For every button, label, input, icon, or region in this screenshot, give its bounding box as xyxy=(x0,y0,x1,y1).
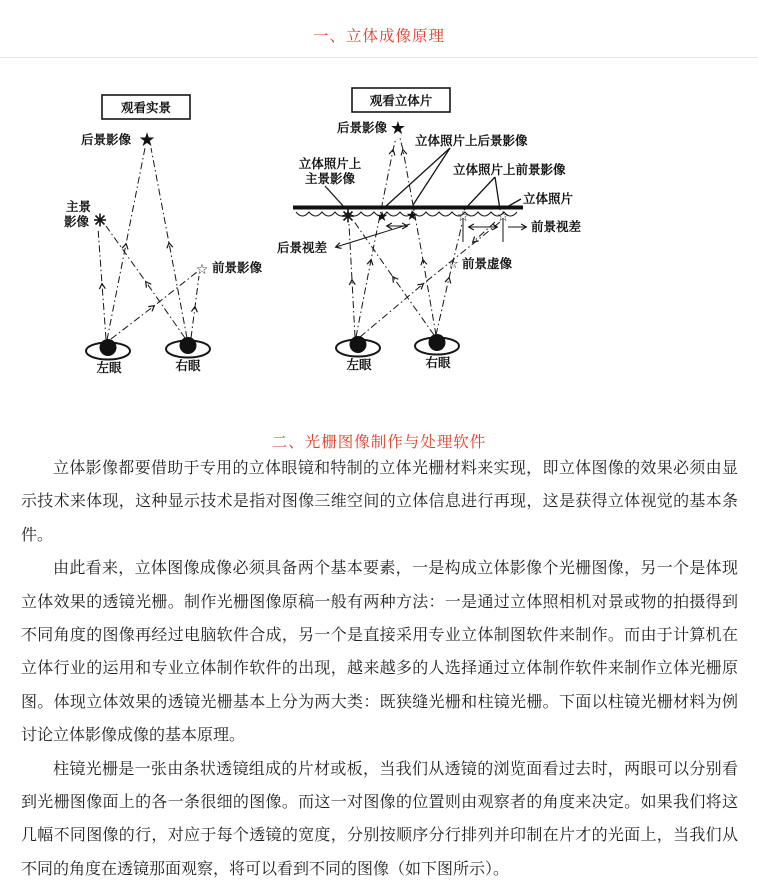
front-image-star-icon: ☆ xyxy=(195,262,209,278)
photo-back-image-label: 立体照片上后景影像 xyxy=(415,134,528,148)
plane-front-star-right-icon: ☆ xyxy=(496,209,510,225)
paragraph-2: 由此看来，立体图像成像必须具备两个基本要素，一是构成立体影像个光栅图像，另一个是体现立体效果的透镜光栅。制作光栅图像原稿一般有两种方法：一是通过立体照相机对景或物的拍摄得到不同角度的图像再经过电脑软件合成，另一个是直接采用专业立体制图软件来制作。而由于计算机在立体行业的运用和专业立体制作软件的出现，越来越多的人选择通过立体制作软件来制作立体光栅原图。体现立体效果的透镜光栅基本上分为两大类：既狭缝光栅和柱镜光栅。下面以柱镜光栅材料为例讨论立体影像成像的基本原理。 xyxy=(21,560,738,745)
virtual-image-arrow xyxy=(473,222,495,242)
ray-left-eye-to-front-star xyxy=(111,272,197,339)
section-1-title: 一、立体成像原理 xyxy=(312,28,445,45)
right-eye-icon xyxy=(166,337,210,358)
front-virtual-star-icon: ☆ xyxy=(447,257,459,272)
back-image-label: 后景影像 xyxy=(337,121,388,135)
ray-left-eye-back xyxy=(356,138,396,337)
photo-front-image-label: 立体照片上前景影像 xyxy=(453,163,566,177)
back-image-label: 后景影像 xyxy=(81,133,132,147)
front-parallax-label: 前景视差 xyxy=(531,220,582,234)
front-image-label: 前景影像 xyxy=(212,261,263,275)
left-diagram-title: 观看实景 xyxy=(120,101,172,115)
ray-right-eye-main xyxy=(353,220,434,335)
photo-main-image-label-line2: 主景影像 xyxy=(304,172,356,186)
right-diagram-view-stereo-photo xyxy=(277,88,582,372)
body-text xyxy=(21,452,738,886)
paragraph-3: 柱镜光栅是一张由条状透镜组成的片材或板，当我们从透镜的浏览面看过去时，两眼可以分别看到光栅图像面上的各一条很细的图像。而这一对图像的位置则由观察者的角度来决定。如果我们将这几幅不同图像的行，对应于每个透镜的宽度，分别按顺序分行排列并印制在片才的光面上，当我们从不同的角度在透镜那面观察，将可以看到不同的图像（如下图所示）。 xyxy=(21,760,738,878)
main-image-label-line2: 影像 xyxy=(64,215,90,229)
plane-back-star-left-icon: ★ xyxy=(375,209,389,225)
right-eye-label: 右眼 xyxy=(175,359,201,373)
photo-main-image-label-line1: 立体照片上 xyxy=(298,157,362,171)
left-eye-label: 左眼 xyxy=(96,361,122,375)
plane-front-star-left-icon: ☆ xyxy=(456,209,470,225)
ray-left-eye-to-main-star xyxy=(98,228,106,339)
ray-right-eye-back xyxy=(400,138,436,335)
left-eye-icon xyxy=(86,339,130,360)
plane-main-star-icon xyxy=(342,210,354,223)
back-parallax-label: 后景视差 xyxy=(277,241,328,255)
main-image-asterisk-star-icon xyxy=(94,214,106,227)
pointer-to-main-star xyxy=(325,186,345,208)
ray-right-eye-to-back-star xyxy=(151,148,187,338)
paragraph-1: 立体影像都要借助于专用的立体眼镜和特制的立体光栅材料来实现，即立体图像的效果必须由显示技术来体现，这种显示技术是指对图像三维空间的立体信息进行再现，这是获得立体视觉的基本条件。 xyxy=(21,460,738,544)
stereo-imaging-figure xyxy=(0,60,758,390)
back-image-star-icon: ★ xyxy=(389,118,407,139)
plane-back-star-right-icon: ★ xyxy=(405,208,419,224)
pointer-to-front-star-1 xyxy=(464,177,495,210)
section-2-title: 二、光栅图像制作与处理软件 xyxy=(271,434,487,451)
ray-right-eye-to-main-star xyxy=(106,226,185,338)
right-eye-icon xyxy=(415,334,459,355)
back-image-star-icon: ★ xyxy=(138,129,156,151)
front-virtual-image-label: 前景虚像 xyxy=(462,257,513,271)
photo-label: 立体照片 xyxy=(523,192,574,206)
ray-left-eye-to-back-star xyxy=(107,148,145,340)
left-eye-icon xyxy=(336,336,380,357)
horizontal-divider xyxy=(0,57,758,58)
left-diagram-view-real-scene xyxy=(64,95,263,375)
ray-right-eye-to-front-star xyxy=(191,276,199,338)
pointer-to-front-star-2 xyxy=(495,177,500,210)
right-diagram-title: 观看立体片 xyxy=(369,94,433,108)
main-image-label-line1: 主景 xyxy=(66,200,92,214)
ray-left-eye-front xyxy=(360,222,500,337)
back-parallax-pointer xyxy=(336,224,410,247)
left-eye-label: 左眼 xyxy=(346,358,372,372)
right-eye-label: 右眼 xyxy=(425,356,451,370)
ray-right-eye-front xyxy=(436,224,462,335)
